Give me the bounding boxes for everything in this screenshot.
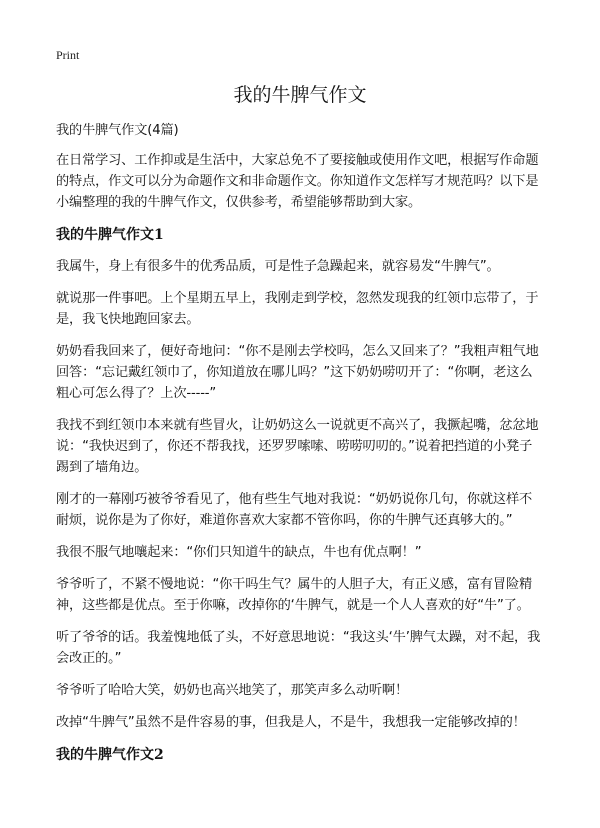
print-link[interactable]: Print bbox=[56, 48, 80, 62]
paragraph: 改掉“牛脾气”虽然不是件容易的事，但我是人，不是牛，我想我一定能够改掉的！ bbox=[56, 715, 526, 730]
paragraph: 我属牛，身上有很多牛的优秀品质，可是性子急躁起来，就容易发“牛脾气”。 bbox=[56, 259, 500, 274]
paragraph: 爷爷听了哈哈大笑，奶奶也高兴地笑了，那笑声多么动听啊！ bbox=[56, 683, 409, 698]
paragraph: 爷爷听了，不紧不慢地说：“你干吗生气？属牛的人胆子大，有正义感，富有冒险精神，这些都是优点。至于你嘛，改掉你的‘牛脾气，就是一个人人喜欢的好“牛”了。 bbox=[56, 577, 533, 613]
paragraph: 我找不到红领巾本来就有些冒火，让奶奶这么一说就更不高兴了，我撅起嘴，忿忿地说：“我快迟到了，你还不帮我找，还罗罗嗦嗦、唠唠叨叨的。”说着把挡道的小凳子踢到了墙角边。 bbox=[56, 418, 539, 475]
paragraph: 我很不服气地嚷起来：“你们只知道牛的缺点，牛也有优点啊！” bbox=[56, 545, 422, 560]
page-title: 我的牛脾气作文 bbox=[233, 84, 367, 106]
section-heading-1: 我的牛脾气作文1 bbox=[56, 227, 164, 243]
paragraph: 就说那一件事吧。上个星期五早上，我刚走到学校，忽然发现我的红领巾忘带了，于是，我飞快地跑回家去。 bbox=[56, 291, 539, 327]
paragraph: 听了爷爷的话。我羞愧地低了头，不好意思地说：“我这头‘牛’脾气太躁，对不起，我会改正的。” bbox=[56, 630, 541, 666]
paragraph: 奶奶看我回来了，便好奇地问：“你不是刚去学校吗，怎么又回来了？”我粗声粗气地回答：“忘记戴红领巾了，你知道放在哪儿吗？”这下奶奶唠叨开了：“你啊，老这么粗心可怎么得了？上次-----” bbox=[56, 344, 539, 401]
document-body bbox=[56, 120, 544, 776]
intro-paragraph: 在日常学习、工作抑或是生活中，大家总免不了要接触或使用作文吧，根据写作命题的特点，作文可以分为命题作文和非命题作文。你知道作文怎样写才规范吗？以下是小编整理的我的牛脾气作文，仅供参考，希望能够帮助到大家。 bbox=[56, 153, 539, 210]
section-heading-2: 我的牛脾气作文2 bbox=[56, 747, 164, 763]
paragraph: 刚才的一幕刚巧被爷爷看见了，他有些生气地对我说：“奶奶说你几句，你就这样不耐烦，说你是为了你好，难道你喜欢大家都不管你吗，你的牛脾气还真够大的。” bbox=[56, 492, 533, 528]
document-subtitle: 我的牛脾气作文(4篇) bbox=[56, 123, 179, 138]
